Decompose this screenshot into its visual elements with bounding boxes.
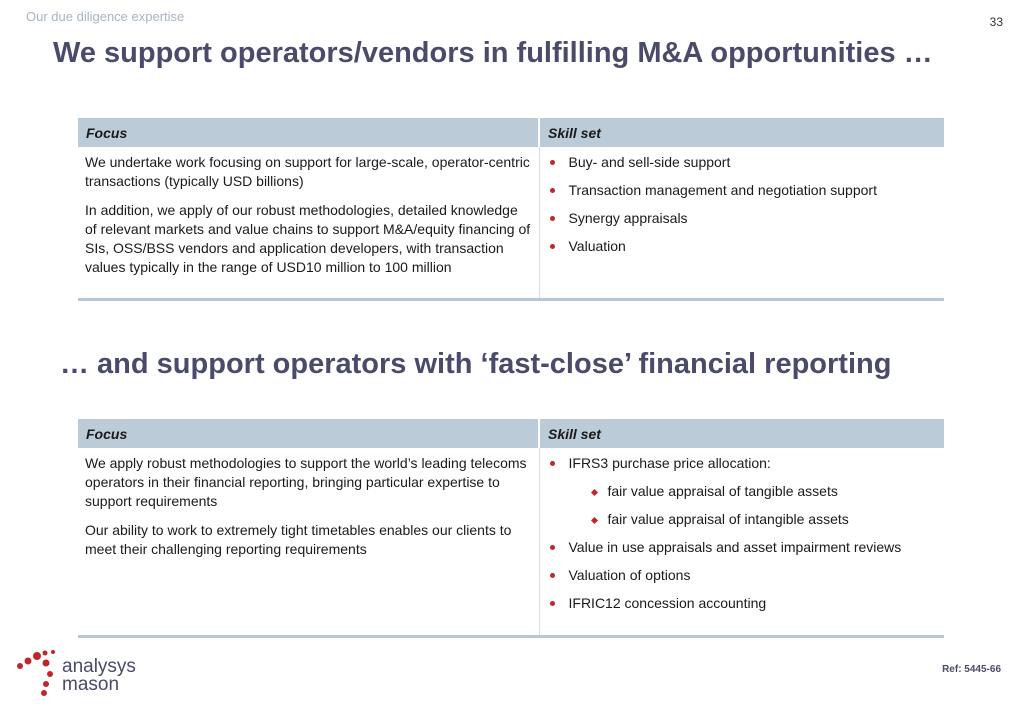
focus-cell bbox=[78, 448, 539, 636]
focus-column-header: Focus bbox=[78, 419, 539, 448]
analysys-mason-logo bbox=[16, 648, 156, 698]
section-label: Our due diligence expertise bbox=[26, 9, 185, 24]
focus-paragraph: We undertake work focusing on support for large-scale, operator-centric transactions (typically USD billions) bbox=[85, 154, 530, 189]
ma-skills-table bbox=[78, 118, 944, 301]
bullet-dot-icon bbox=[550, 216, 555, 221]
skills-column-header: Skill set bbox=[539, 118, 944, 147]
bullet-diamond-icon bbox=[590, 489, 597, 496]
skill-item bbox=[549, 237, 937, 256]
sub-skill-label: fair value appraisal of tangible assets bbox=[607, 483, 838, 499]
skill-item bbox=[549, 209, 937, 228]
reference-number: Ref: 5445-66 bbox=[942, 664, 1001, 675]
bullet-dot-icon bbox=[550, 601, 555, 606]
bullet-dot-icon bbox=[550, 573, 555, 578]
skills-cell bbox=[539, 448, 944, 636]
sub-skill-item bbox=[589, 510, 937, 529]
table-header-row bbox=[78, 419, 944, 448]
bullet-dot-icon bbox=[550, 545, 555, 550]
skill-label: Synergy appraisals bbox=[568, 210, 688, 226]
table-row bbox=[78, 147, 944, 299]
table-row bbox=[78, 448, 944, 636]
skill-label: Value in use appraisals and asset impairment reviews bbox=[568, 539, 902, 555]
focus-paragraph: In addition, we apply of our robust methodologies, detailed knowledge of relevant markets and value chains to support M&A/equity financing of SIs, OSS/BSS vendors and application developers, with transaction values typically in the range of USD10 million to 100 million bbox=[85, 202, 531, 275]
heading-ma-support: We support operators/vendors in fulfilling M&A opportunities … bbox=[53, 37, 933, 69]
bullet-dot-icon bbox=[550, 244, 555, 249]
focus-paragraph: We apply robust methodologies to support the world’s leading telecoms operators in their financial reporting, bringing particular expertise to support requirements bbox=[85, 455, 527, 509]
skill-item bbox=[549, 454, 937, 529]
heading-fast-close: … and support operators with ‘fast-close’ financial reporting bbox=[60, 348, 892, 380]
sub-skill-label: fair value appraisal of intangible assets bbox=[607, 511, 849, 527]
analysys-mason-logo-icon bbox=[16, 648, 62, 698]
skill-label: Transaction management and negotiation support bbox=[568, 182, 877, 198]
skills-cell bbox=[539, 147, 944, 299]
skill-item bbox=[549, 538, 937, 557]
sub-skills-list bbox=[589, 482, 937, 529]
skill-item bbox=[549, 566, 937, 585]
bullet-dot-icon bbox=[550, 188, 555, 193]
bullet-dot-icon bbox=[550, 461, 555, 466]
focus-cell bbox=[78, 147, 539, 299]
logo-text-mason: mason bbox=[62, 674, 120, 695]
skill-item bbox=[549, 153, 937, 172]
skill-label: IFRS3 purchase price allocation: bbox=[568, 455, 771, 471]
focus-column-header: Focus bbox=[78, 118, 539, 147]
skills-list bbox=[549, 153, 937, 256]
skills-list bbox=[549, 454, 937, 613]
table-header-row bbox=[78, 118, 944, 147]
page-number: 33 bbox=[989, 15, 1003, 29]
bullet-diamond-icon bbox=[590, 517, 597, 524]
skill-item bbox=[549, 181, 937, 200]
skills-column-header: Skill set bbox=[539, 419, 944, 448]
skill-label: IFRIC12 concession accounting bbox=[568, 595, 767, 611]
bullet-dot-icon bbox=[550, 160, 555, 165]
skill-label: Valuation of options bbox=[568, 567, 691, 583]
logo-text-analysys: analysys bbox=[62, 656, 136, 677]
sub-skill-item bbox=[589, 482, 937, 501]
skill-label: Valuation bbox=[568, 238, 626, 254]
fast-close-skills-table bbox=[78, 419, 944, 638]
skill-item bbox=[549, 594, 937, 613]
skill-label: Buy- and sell-side support bbox=[568, 154, 731, 170]
focus-paragraph: Our ability to work to extremely tight timetables enables our clients to meet their challenging reporting requirements bbox=[85, 522, 512, 557]
